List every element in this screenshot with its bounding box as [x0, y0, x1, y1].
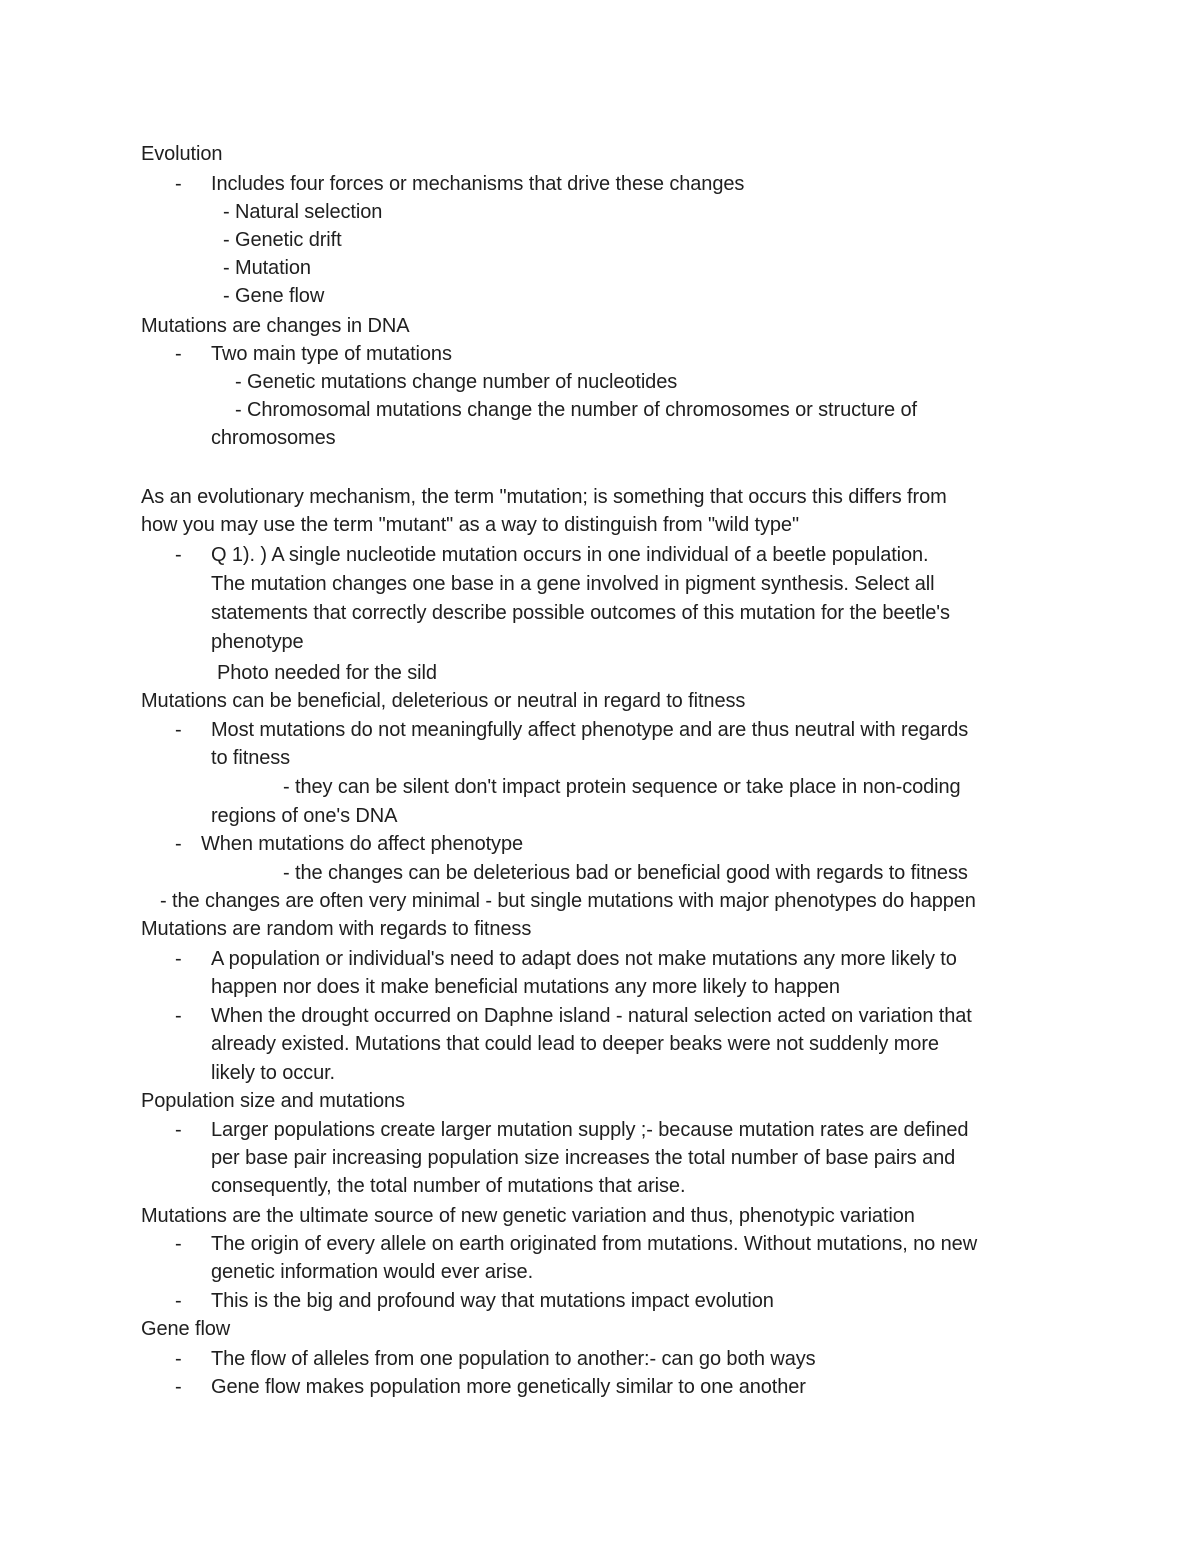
text-line: Two main type of mutations — [211, 343, 452, 365]
text-line: - they can be silent don't impact protein sequence or take place in non-coding — [283, 776, 961, 798]
bullet-dash: - — [175, 544, 182, 566]
bullet-dash: - — [175, 1233, 182, 1255]
text-line: The flow of alleles from one population to another:- can go both ways — [211, 1348, 816, 1370]
text-line: The origin of every allele on earth originated from mutations. Without mutations, no new — [211, 1233, 978, 1255]
text-line: statements that correctly describe possible outcomes of this mutation for the beetle's — [211, 602, 950, 624]
bullet-dash: - — [175, 1376, 182, 1398]
text-line: Gene flow makes population more genetically similar to one another — [211, 1376, 806, 1398]
text-line: phenotype — [211, 631, 304, 653]
text-line: - Chromosomal mutations change the number of chromosomes or structure of — [235, 399, 917, 421]
text-line: genetic information would ever arise. — [211, 1261, 534, 1283]
text-line: consequently, the total number of mutations that arise. — [211, 1175, 686, 1197]
text-line: - Genetic mutations change number of nucleotides — [235, 371, 678, 393]
text-line: likely to occur. — [211, 1062, 336, 1084]
text-line: - Gene flow — [223, 285, 325, 307]
text-line: - the changes are often very minimal - but single mutations with major phenotypes do happen — [160, 890, 976, 912]
bullet-dash: - — [175, 833, 182, 855]
bullet-dash: - — [175, 1290, 182, 1312]
text-line: A population or individual's need to adapt does not make mutations any more likely to — [211, 948, 957, 970]
text-line: Mutations are the ultimate source of new genetic variation and thus, phenotypic variation — [141, 1205, 915, 1227]
text-line: Gene flow — [141, 1318, 231, 1340]
bullet-dash: - — [175, 1119, 182, 1141]
bullet-dash: - — [175, 1348, 182, 1370]
text-line: Population size and mutations — [141, 1090, 405, 1112]
text-line: When mutations do affect phenotype — [201, 833, 524, 855]
text-line: - Natural selection — [223, 201, 383, 223]
text-line: Larger populations create larger mutation supply ;- because mutation rates are defined — [211, 1119, 969, 1141]
text-line: per base pair increasing population size increases the total number of base pairs and — [211, 1147, 956, 1169]
text-line: already existed. Mutations that could lead to deeper beaks were not suddenly more — [211, 1033, 939, 1055]
text-line: The mutation changes one base in a gene involved in pigment synthesis. Select all — [211, 573, 935, 595]
text-line: regions of one's DNA — [211, 805, 398, 827]
text-line: happen nor does it make beneficial mutations any more likely to happen — [211, 976, 840, 998]
text-line: Photo needed for the sild — [217, 662, 437, 684]
text-line: - the changes can be deleterious bad or beneficial good with regards to fitness — [283, 862, 968, 884]
text-line: - Genetic drift — [223, 229, 342, 251]
text-line: Includes four forces or mechanisms that drive these changes — [211, 173, 745, 195]
text-line: Most mutations do not meaningfully affect phenotype and are thus neutral with regards — [211, 719, 969, 741]
text-line: When the drought occurred on Daphne island - natural selection acted on variation that — [211, 1005, 972, 1027]
bullet-dash: - — [175, 343, 182, 365]
text-line: how you may use the term "mutant" as a way to distinguish from "wild type" — [141, 514, 799, 536]
text-line: Evolution — [141, 143, 223, 165]
text-line: to fitness — [211, 747, 291, 769]
text-line: Mutations are changes in DNA — [141, 315, 410, 337]
text-line: chromosomes — [211, 427, 336, 449]
text-line: Mutations can be beneficial, deleterious or neutral in regard to fitness — [141, 690, 746, 712]
bullet-dash: - — [175, 173, 182, 195]
bullet-dash: - — [175, 719, 182, 741]
text-line: - Mutation — [223, 257, 311, 279]
text-line: Mutations are random with regards to fitness — [141, 918, 532, 940]
bullet-dash: - — [175, 1005, 182, 1027]
text-line: Q 1). ) A single nucleotide mutation occurs in one individual of a beetle population. — [211, 544, 929, 566]
text-line: As an evolutionary mechanism, the term "mutation; is something that occurs this differs from — [141, 486, 947, 508]
text-line: This is the big and profound way that mutations impact evolution — [211, 1290, 774, 1312]
bullet-dash: - — [175, 948, 182, 970]
